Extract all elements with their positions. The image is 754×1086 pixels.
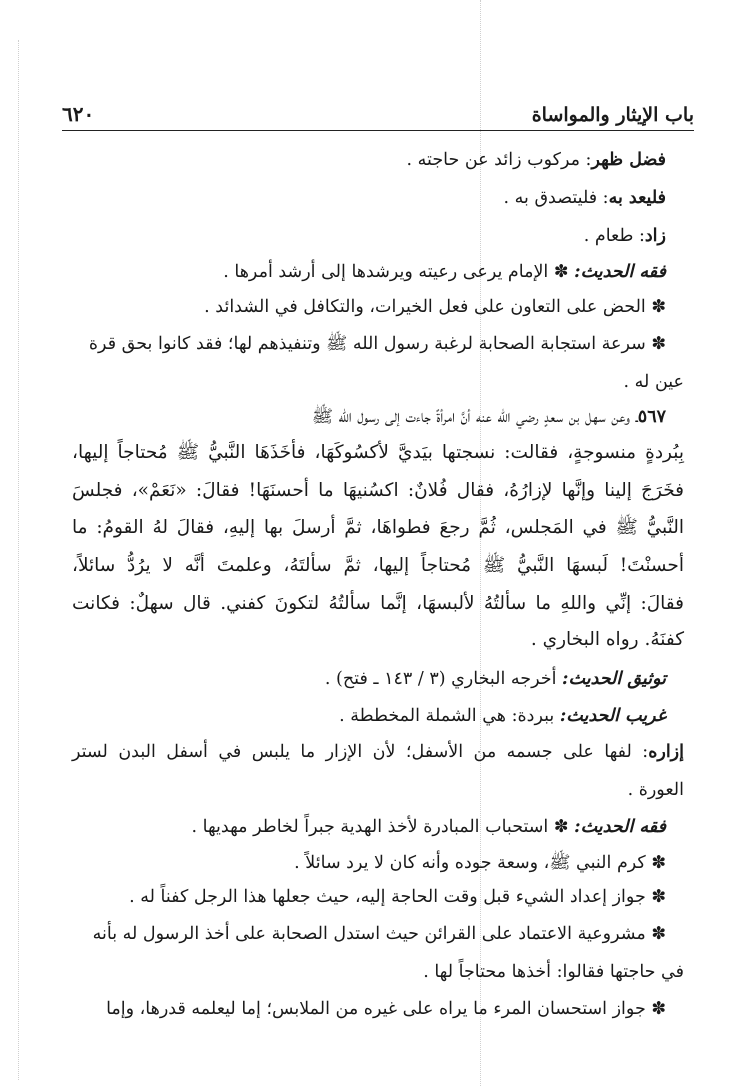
bullet-line xyxy=(204,295,666,319)
hadith-text: أحسنْتَ! لَبسهَا النَّبيُّ ﷺ مُحتاجاً إليها، ثمَّ سألتَهُ، وعلمتَ أنَّه لا يرُدُّ سائلاً، xyxy=(72,555,684,576)
glossary-definition: : طعام . xyxy=(583,226,645,246)
section-heading: توثيق الحديث: xyxy=(562,669,666,689)
glossary-line xyxy=(584,224,666,248)
fiqh-heading-line xyxy=(223,260,666,284)
hadith-line xyxy=(72,479,684,503)
hadith-line xyxy=(312,405,666,429)
hadith-line xyxy=(72,516,684,540)
takhrij-line xyxy=(325,667,666,691)
glossary-definition: : لفها على جسمه من الأسفل؛ لأن الإزار ما يلبس في أسفل البدن لستر xyxy=(72,742,649,762)
bullet-text: ✽ جواز إعداد الشيء قبل وقت الحاجة إليه، حيث جعلها هذا الرجل كفناً له . xyxy=(129,887,666,907)
text-line xyxy=(628,778,684,802)
bullet-text: ✽ جواز استحسان المرء ما يراه على غيره من الملابس؛ إما ليعلمه قدرها، وإما xyxy=(106,999,666,1019)
bullet-text: ✽ كرم النبي ﷺ، وسعة جوده وأنه كان لا يرد سائلاً . xyxy=(294,853,666,873)
hadith-text: فقالَ: إنِّي واللهِ ما سألتُهُ لألبسهَا، إنَّما سألتُهُ لتكونَ كفني. قال سهلٌ: فكانت xyxy=(72,593,684,614)
section-heading: فقه الحديث: xyxy=(574,817,666,837)
glossary-line xyxy=(72,740,684,764)
bullet-line xyxy=(294,851,666,875)
hadith-text: فخَرَجَ إلينا وإنَّها لإزارُهُ، فقال فُلانٌ: اكسُنيهَا ما أحسنَهَا! فقالَ: «نَعَمْ»، فجلسَ xyxy=(72,480,684,501)
glossary-term: فليعد به xyxy=(608,188,666,208)
hadith-line xyxy=(531,628,684,652)
hadith-line xyxy=(72,441,684,465)
bullet-text: ✽ مشروعية الاعتماد على القرائن حيث استدل الصحابة على أخذ الرسول له بأنه xyxy=(92,924,666,944)
glossary-term: إزاره xyxy=(648,742,684,762)
bullet-line xyxy=(106,997,666,1021)
fiqh-heading-line xyxy=(192,815,666,839)
glossary-term: زاد xyxy=(644,226,666,246)
bullet-text: ✽ استحباب المبادرة لأخذ الهدية جبراً لخاطر مهديها . xyxy=(191,817,569,837)
page-number: ٦٢٠ xyxy=(62,102,95,126)
bullet-line xyxy=(89,332,666,356)
bullet-line xyxy=(129,885,666,909)
section-heading: غريب الحديث: xyxy=(559,706,666,726)
glossary-line xyxy=(504,186,666,210)
hadith-text: ـ وعن سهل بن سعدٍ رضي الله عنه أنَّ امرأةً جاءت إلى رسول الله ﷺ xyxy=(311,407,638,427)
glossary-term: فضل ظهر xyxy=(591,150,666,170)
text-line xyxy=(624,370,684,394)
chapter-title: باب الإيثار والمواساة xyxy=(531,104,694,126)
gharib-text: ببردة: هي الشملة المخططة . xyxy=(339,706,555,726)
page-header xyxy=(62,90,694,131)
hadith-text: بِبُردةٍ منسوجةٍ، فقالت: نسجتها بيَديَّ لأكسُوكَهَا، فأخَذَهَا النَّبيُّ ﷺ مُحتاجاً إليها، xyxy=(72,442,684,463)
gharib-line xyxy=(339,704,666,728)
paragraph-text: العورة . xyxy=(627,780,684,800)
bullet-text: ✽ سرعة استجابة الصحابة لرغبة رسول الله ﷺ وتنفيذهم لها؛ فقد كانوا بحق قرة xyxy=(88,334,666,354)
bullet-line xyxy=(93,922,666,946)
hadith-line xyxy=(72,592,684,616)
section-heading: فقه الحديث: xyxy=(574,262,666,282)
scan-artifact-line xyxy=(18,40,19,1080)
bullet-text: ✽ الحض على التعاون على فعل الخيرات، والتكافل في الشدائد . xyxy=(204,297,666,317)
hadith-number: ٥٦٧ xyxy=(637,407,666,427)
hadith-text: كفنَهُ. رواه البخاري . xyxy=(530,629,684,650)
bullet-text: ✽ الإمام يرعى رعيته ويرشدها إلى أرشد أمرها . xyxy=(223,262,569,282)
glossary-definition: : فليتصدق به . xyxy=(503,188,609,208)
text-line xyxy=(423,960,684,984)
takhrij-text: أخرجه البخاري (٣ / ١٤٣ ـ فتح) . xyxy=(324,669,557,689)
hadith-text: النَّبيُّ ﷺ في المَجلس، ثُمَّ رجعَ فطواهَا، ثمَّ أرسلَ بها إليهِ، فقالَ لهُ القومُ: ما xyxy=(72,517,684,538)
hadith-line xyxy=(72,554,684,578)
glossary-line xyxy=(407,148,666,172)
paragraph-text: عين له . xyxy=(623,372,684,392)
paragraph-text: في حاجتها فقالوا: أخذها محتاجاً لها . xyxy=(423,962,684,982)
glossary-definition: : مركوب زائد عن حاجته . xyxy=(406,150,592,170)
